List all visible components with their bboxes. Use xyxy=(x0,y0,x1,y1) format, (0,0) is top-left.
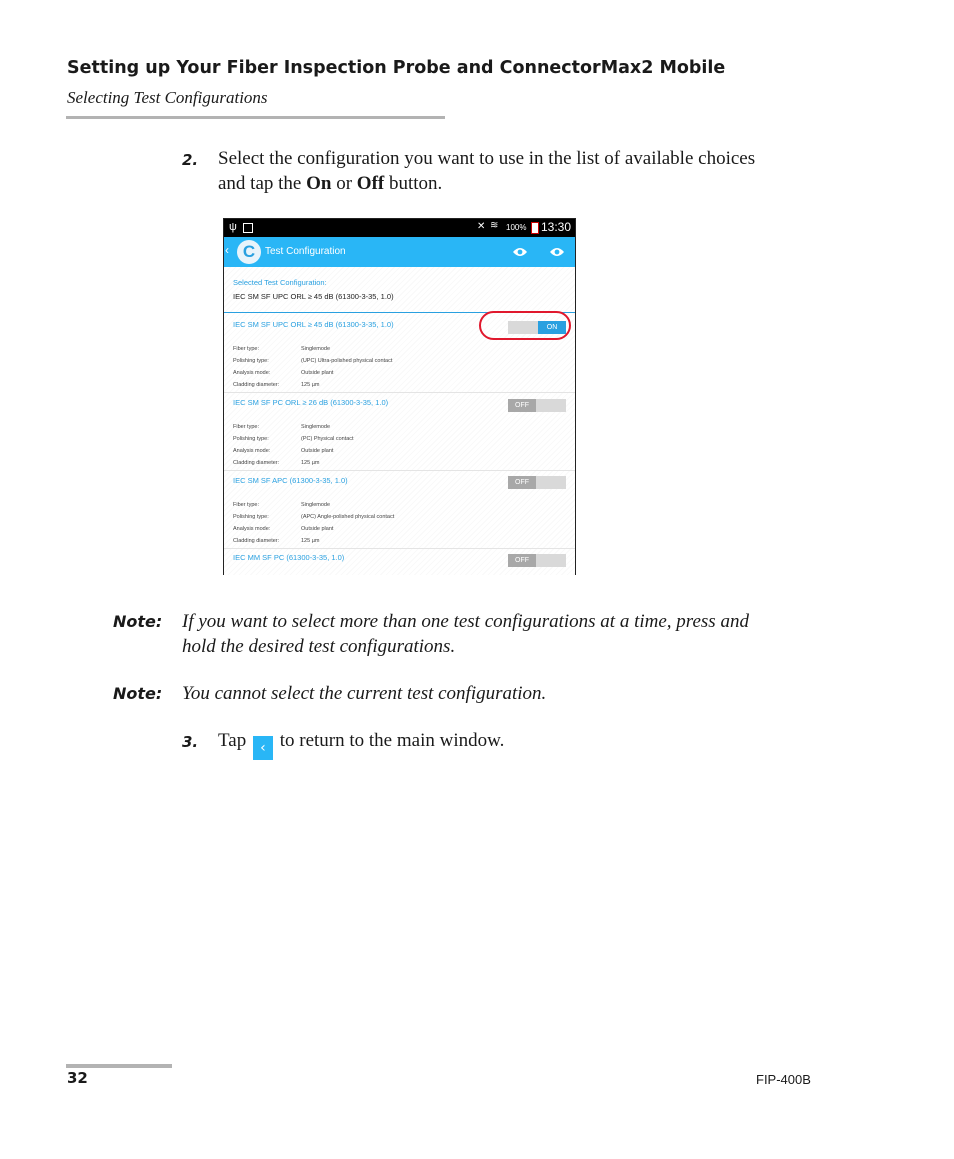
step-2-line1: Select the configuration you want to use in the list of available choices xyxy=(218,148,756,169)
config-toggle-off[interactable]: OFF xyxy=(508,476,566,489)
document-code: FIP-400B xyxy=(756,1072,811,1087)
battery-percent: 100% xyxy=(506,223,527,232)
config-item-title[interactable]: IEC SM SF APC (61300-3-35, 1.0) xyxy=(233,476,348,485)
config-toggle-off[interactable]: OFF xyxy=(508,554,566,567)
step-2-text xyxy=(218,146,755,196)
highlight-circle xyxy=(479,311,571,340)
preview-eye-icon[interactable] xyxy=(512,246,528,258)
status-bar xyxy=(224,219,575,237)
step-3-text: Tap ‹ to return to the main window. xyxy=(218,728,504,760)
selected-config-label: Selected Test Configuration: xyxy=(233,278,327,287)
wifi-icon: ≋ xyxy=(490,220,499,231)
status-time: 13:30 xyxy=(541,220,572,234)
page-header-subtitle: Selecting Test Configurations xyxy=(67,88,268,107)
off-word: Off xyxy=(356,173,385,194)
config-toggle-on[interactable]: ON xyxy=(508,321,566,334)
usb-icon: ψ xyxy=(229,221,237,233)
config-toggle-off[interactable]: OFF xyxy=(508,399,566,412)
app-logo-icon: C xyxy=(237,240,261,264)
on-word: On xyxy=(306,173,332,194)
config-item-title[interactable]: IEC SM SF UPC ORL ≥ 45 dB (61300-3-35, 1.0) xyxy=(233,320,394,329)
step-2-line2: and tap the On or Off button. xyxy=(218,173,443,194)
step-3-number: 3. xyxy=(182,733,199,751)
back-button-icon: ‹ xyxy=(253,736,273,760)
config-list: Selected Test Configuration: IEC SM SF UPC ORL ≥ 45 dB (61300-3-35, 1.0) IEC SM SF UPC ORL ≥ 45 dB (61300-3-35, 1.0) ON Fiber type: Singlemode Polishing type: (UPC) Ultra-polished physical contact Analysis mode: Outside plant Cladding diameter: 125 µm IEC SM SF PC ORL ≥ 26 dB (61300-3-35, 1.0) OFF Fiber type: Singlemode Polishing type: (PC) Physical contact Analysis mode: Outside plant Cladding diameter: 125 µm IEC SM SF APC (61300-3-35, 1.0) OFF Fiber type: Singlemode Polishing type: (APC) Angle-polished physical contact Analysis mode: Outside plant Cladding diameter: 125 µm IEC MM SF PC (61300-3-35, 1.0) OFF xyxy=(224,267,575,575)
note-2-text: You cannot select the current test configuration. xyxy=(182,683,547,704)
note-2-label: Note: xyxy=(113,684,163,703)
note-1-text: If you want to select more than one test configurations at a time, press and hold the desired test configurations. xyxy=(182,611,749,657)
view-eye-icon[interactable] xyxy=(549,246,565,258)
page-number: 32 xyxy=(67,1069,88,1087)
battery-icon xyxy=(531,222,539,234)
step-2-number: 2. xyxy=(182,151,199,169)
footer-divider xyxy=(66,1064,172,1068)
header-divider xyxy=(66,116,445,119)
note-1-label: Note: xyxy=(113,612,163,631)
config-item-title[interactable]: IEC MM SF PC (61300-3-35, 1.0) xyxy=(233,553,345,562)
back-chevron-icon[interactable]: ‹ xyxy=(225,243,229,257)
config-item-title[interactable]: IEC SM SF PC ORL ≥ 26 dB (61300-3-35, 1.0) xyxy=(233,398,389,407)
screenshot-icon xyxy=(243,223,253,233)
divider xyxy=(224,548,575,549)
app-screenshot xyxy=(223,218,576,575)
selected-config-value: IEC SM SF UPC ORL ≥ 45 dB (61300-3-35, 1.0) xyxy=(233,292,394,301)
mute-icon: ✕ xyxy=(477,221,486,232)
page-header-title: Setting up Your Fiber Inspection Probe and ConnectorMax2 Mobile xyxy=(67,58,726,78)
app-title: Test Configuration xyxy=(265,246,346,257)
app-bar xyxy=(224,237,575,267)
divider xyxy=(224,392,575,393)
divider xyxy=(224,470,575,471)
